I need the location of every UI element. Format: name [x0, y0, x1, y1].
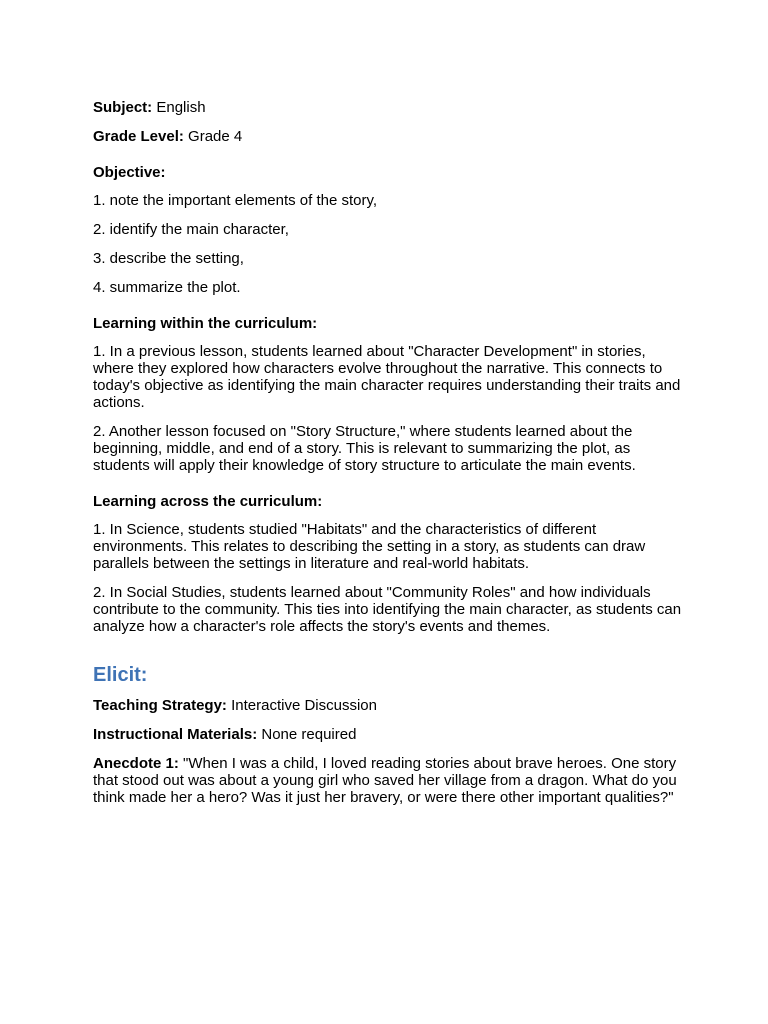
instructional-materials-label: Instructional Materials: [93, 726, 258, 743]
objective-item: 4. summarize the plot. [93, 279, 241, 296]
grade-level-value: Grade 4 [188, 128, 243, 145]
across-curriculum-paragraph: 1. In Science, students studied "Habitats" and the characteristics of different environments. This relates to describing the setting in a story, as students can draw parallels between the settings in literature and real-world habitats. [93, 521, 646, 572]
within-curriculum-heading: Learning within the curriculum: [93, 315, 318, 332]
document-page [93, 99, 683, 818]
subject-value: English [156, 99, 206, 116]
elicit-heading: Elicit: [93, 664, 148, 686]
anecdote-label: Anecdote 1: [93, 755, 179, 772]
teaching-strategy-label: Teaching Strategy: [93, 697, 227, 714]
across-curriculum-paragraph: 2. In Social Studies, students learned about "Community Roles" and how individuals contribute to the community. This ties into identifying the main character, as students can analyze how a character's role affects the story's events and themes. [93, 584, 682, 635]
objective-item: 1. note the important elements of the story, [93, 192, 378, 209]
grade-level-label: Grade Level: [93, 128, 184, 145]
anecdote-paragraph [93, 755, 683, 806]
teaching-strategy-value: Interactive Discussion [231, 697, 377, 714]
anecdote-text: "When I was a child, I loved reading stories about brave heroes. One story that stood out was about a young girl who saved her village from a dragon. What do you think made her a hero? Was it just her bravery, or were there other important qualities?" [93, 755, 677, 806]
subject-line [93, 99, 683, 116]
objective-item: 2. identify the main character, [93, 221, 289, 238]
grade-level-line [93, 128, 683, 145]
teaching-strategy-line [93, 697, 683, 714]
objective-heading: Objective: [93, 164, 166, 181]
objective-item: 3. describe the setting, [93, 250, 244, 267]
across-curriculum-heading: Learning across the curriculum: [93, 493, 323, 510]
within-curriculum-paragraph: 2. Another lesson focused on "Story Structure," where students learned about the beginning, middle, and end of a story. This is relevant to summarizing the plot, as students will apply their knowledge of story structure to articulate the main events. [93, 423, 636, 474]
subject-label: Subject: [93, 99, 153, 116]
instructional-materials-value: None required [261, 726, 357, 743]
within-curriculum-paragraph: 1. In a previous lesson, students learned about "Character Development" in stories, where they explored how characters evolve throughout the narrative. This connects to today's objective as identifying the main character requires understanding their traits and actions. [93, 343, 681, 411]
instructional-materials-line [93, 726, 683, 743]
